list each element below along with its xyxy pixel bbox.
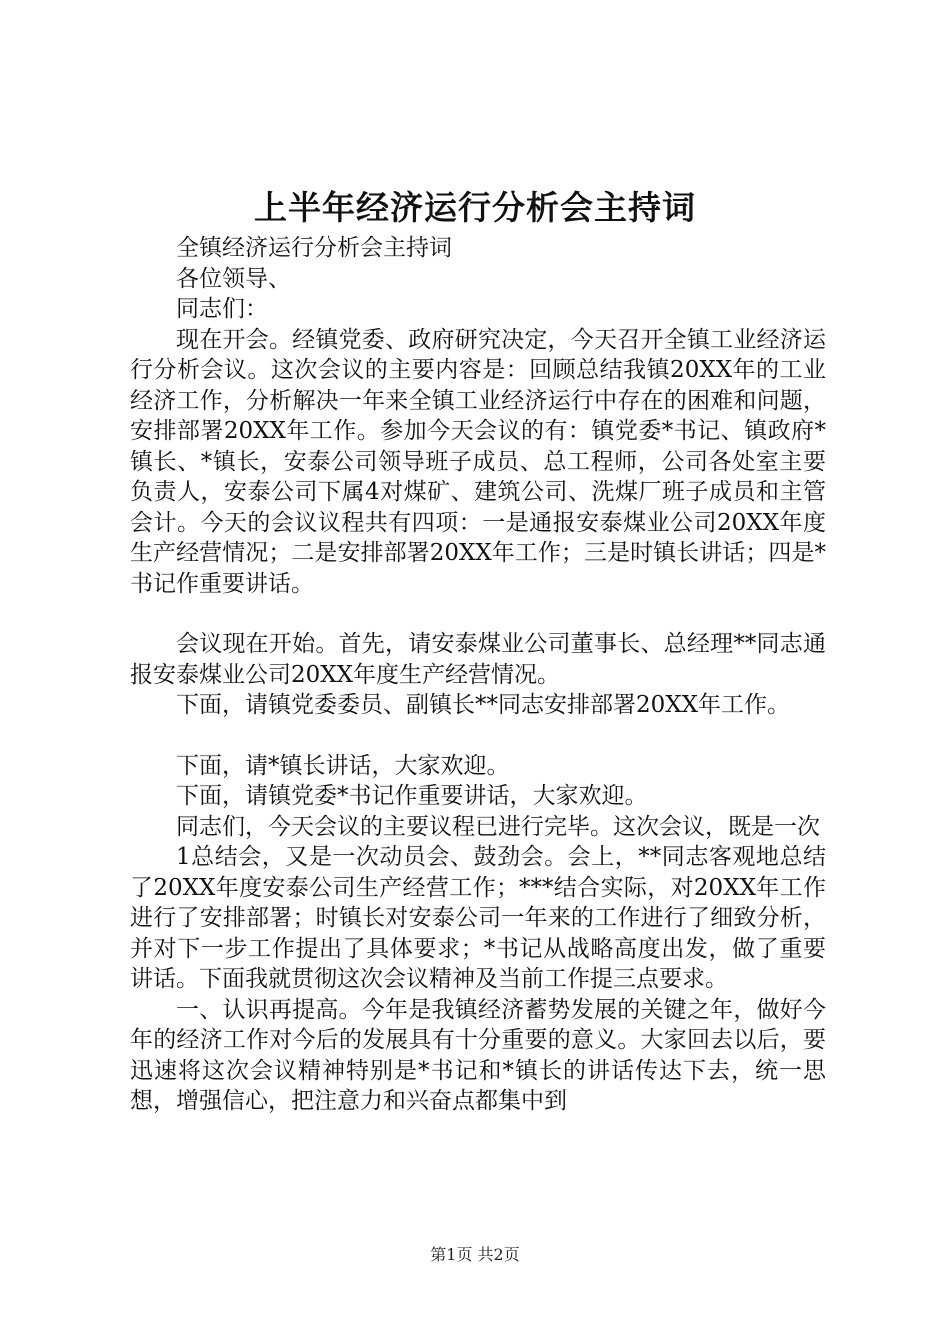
paragraph-opening: 现在开会。经镇党委、政府研究决定，今天召开全镇工业经济运行分析会议。这次会议的主要内容是：回顾总结我镇20XX年的工业经济工作，分析解决一年来全镇工业经济运行中存在的困难和问题，安排部署20XX年工作。参加今天会议的有：镇党委*书记、镇政府*镇长、*镇长，安泰公司领导班子成员、总工程师，公司各处室主要负责人，安泰公司下属4对煤矿、建筑公司、洗煤厂班子成员和主管会计。今天的会议议程共有四项：一是通报安泰煤业公司20XX年度生产经营情况；二是安排部署20XX年工作；三是时镇长讲话；四是*书记作重要讲话。	[130, 326, 826, 597]
paragraph-salutation-1: 各位领导、	[176, 265, 291, 292]
paragraph-summary: 1总结会，又是一次动员会、鼓劲会。会上，**同志客观地总结了20XX年度安泰公司生产经营工作；***结合实际，对20XX年工作进行了安排部署；时镇长对安泰公司一年来的工作进行了细致分析，并对下一步工作提出了具体要求；*书记从战略高度出发，做了重要讲话。下面我就贯彻这次会议精神及当前工作提三点要求。	[130, 844, 826, 992]
document-body	[130, 233, 826, 1117]
paragraph-start: 会议现在开始。首先，请安泰煤业公司董事长、总经理**同志通报安泰煤业公司20XX年度生产经营情况。	[130, 631, 826, 688]
paragraph-closing-intro: 同志们，今天会议的主要议程已进行完毕。这次会议，既是一次	[176, 813, 820, 840]
paragraph-next-2: 下面，请*镇长讲话，大家欢迎。	[176, 752, 510, 779]
paragraph-requirement-1: 一、认识再提高。今年是我镇经济蓄势发展的关键之年，做好今年的经济工作对今后的发展具有十分重要的意义。大家回去以后，要迅速将这次会议精神特别是*书记和*镇长的讲话传达下去，统一思想，增强信心，把注意力和兴奋点都集中到	[130, 996, 826, 1114]
paragraph-next-1: 下面，请镇党委委员、副镇长**同志安排部署20XX年工作。	[176, 692, 791, 718]
paragraph-next-3: 下面，请镇党委*书记作重要讲话，大家欢迎。	[176, 783, 648, 809]
paragraph-salutation-2: 同志们：	[176, 296, 268, 322]
paragraph-heading: 全镇经济运行分析会主持词	[176, 235, 452, 261]
document-title: 上半年经济运行分析会主持词	[254, 188, 696, 227]
page-footer: 第1页 共2页	[430, 1245, 520, 1264]
